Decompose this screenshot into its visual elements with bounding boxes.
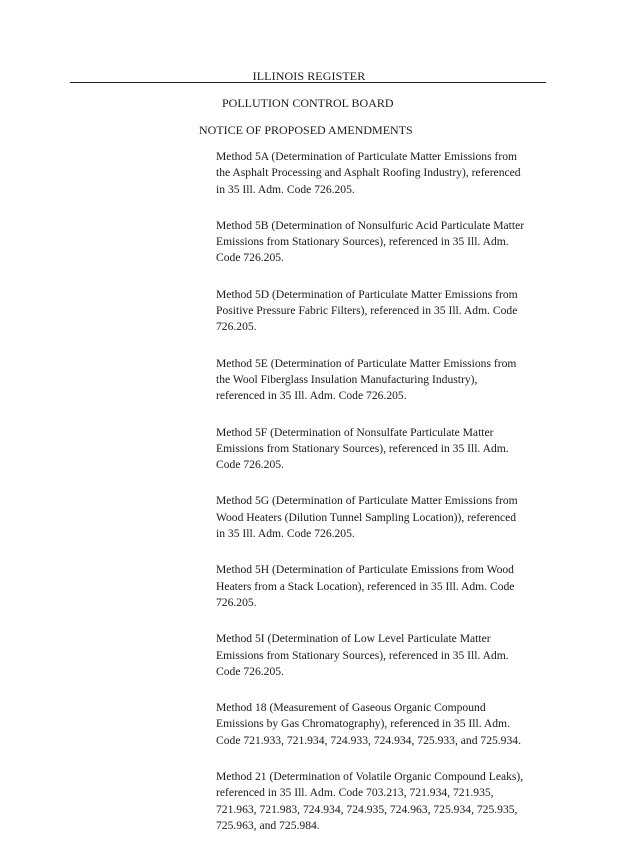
- method-line: Emissions from Stationary Sources), referenced in 35 Ill. Adm.: [216, 441, 509, 455]
- notice-heading: NOTICE OF PROPOSED AMENDMENTS: [199, 123, 413, 137]
- method-line: Positive Pressure Fabric Filters), referenced in 35 Ill. Adm. Code: [216, 304, 518, 318]
- method-line: Method 5A (Determination of Particulate Matter Emissions from: [216, 150, 518, 163]
- method-line: Heaters from a Stack Location), referenced in 35 Ill. Adm. Code: [216, 579, 515, 593]
- method-line: Code 721.933, 721.934, 724.933, 724.934, 725.933, and 725.934.: [216, 733, 521, 747]
- method-5a: [216, 149, 546, 198]
- method-line: in 35 Ill. Adm. Code 726.205.: [216, 527, 355, 541]
- board-name: POLLUTION CONTROL BOARD: [222, 96, 394, 110]
- method-line: the Wool Fiberglass Insulation Manufacturing Industry),: [216, 372, 478, 386]
- method-line: 726.205.: [216, 595, 257, 609]
- method-line: Method 5D (Determination of Particulate Matter Emissions from: [216, 287, 518, 301]
- method-18: [216, 700, 546, 749]
- method-line: Wood Heaters (Dilution Tunnel Sampling Location)), referenced: [216, 510, 517, 524]
- method-line: 726.205.: [216, 320, 257, 334]
- method-line: Code 726.205.: [216, 664, 284, 678]
- method-5e: [216, 356, 546, 405]
- method-5f: [216, 425, 546, 474]
- method-5g: [216, 493, 546, 542]
- method-line: Emissions by Gas Chromatography), referenced in 35 Ill. Adm.: [216, 717, 510, 731]
- method-line: in 35 Ill. Adm. Code 726.205.: [216, 182, 355, 196]
- method-line: Method 21 (Determination of Volatile Organic Compound Leaks),: [216, 770, 524, 784]
- method-line: Emissions from Stationary Sources), referenced in 35 Ill. Adm.: [216, 235, 509, 249]
- method-line: Code 726.205.: [216, 458, 284, 472]
- register-title: ILLINOIS REGISTER: [252, 69, 366, 83]
- method-line: the Asphalt Processing and Asphalt Roofing Industry), referenced: [216, 166, 521, 180]
- header-rule: [70, 82, 546, 83]
- method-line: referenced in 35 Ill. Adm. Code 703.213, 721.934, 721.935,: [216, 786, 494, 800]
- method-line: Method 18 (Measurement of Gaseous Organic Compound: [216, 701, 486, 715]
- method-line: Emissions from Stationary Sources), referenced in 35 Ill. Adm.: [216, 648, 509, 662]
- method-5b: [216, 218, 546, 267]
- method-5d: [216, 287, 546, 336]
- method-list: [216, 149, 546, 854]
- method-line: Code 726.205.: [216, 251, 284, 265]
- method-line: Method 5H (Determination of Particulate Emissions from Wood: [216, 563, 514, 577]
- method-line: Method 5E (Determination of Particulate Matter Emissions from: [216, 356, 517, 370]
- method-line: 721.963, 721.983, 724.934, 724.935, 724.963, 725.934, 725.935,: [216, 802, 518, 816]
- method-5i: [216, 631, 546, 680]
- method-5h: [216, 562, 546, 611]
- method-line: Method 5I (Determination of Low Level Particulate Matter: [216, 632, 491, 646]
- method-line: referenced in 35 Ill. Adm. Code 726.205.: [216, 389, 407, 403]
- method-21: [216, 769, 546, 834]
- method-line: Method 5B (Determination of Nonsulfuric Acid Particulate Matter: [216, 218, 525, 232]
- method-line: 725.963, and 725.984.: [216, 818, 320, 832]
- method-line: Method 5G (Determination of Particulate Matter Emissions from: [216, 494, 518, 508]
- method-line: Method 5F (Determination of Nonsulfate Particulate Matter: [216, 425, 494, 439]
